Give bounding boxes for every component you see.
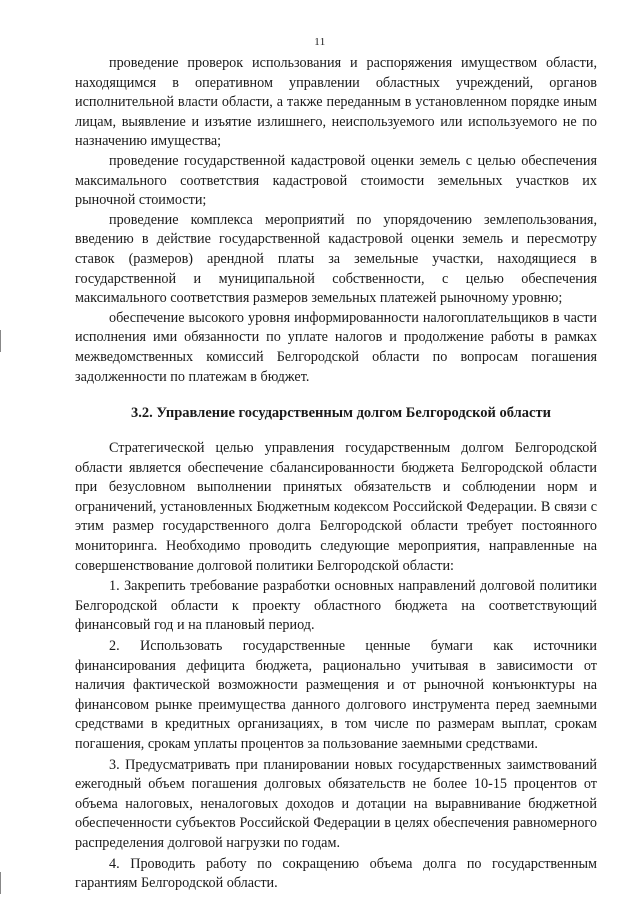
list-item-debt-policy: 1. Закрепить требование разработки основных направлений долговой политики Белгородской области к проекту областного бюджета на соответствующий финансовый год и на плановый период. bbox=[75, 578, 597, 634]
page-number: 11 bbox=[314, 36, 326, 48]
paragraph-land-use: проведение комплекса мероприятий по упорядочению землепользования, введению в действие государственной кадастровой оценки земель и пересмотру ставок (размеров) арендной платы за земельные участки, находящиеся в государственной и муниципальной собственности, с целью обеспечения максимального соответствия размеров земельных платежей рыночному уровню; bbox=[75, 211, 597, 307]
paragraph-debt-strategy: Стратегической целью управления государственным долгом Белгородской области является обеспечение сбалансированности бюджета Белгородской области при безусловном выполнении принятых обязательств и соблюдении норм и ограничений, установленных Бюджетным кодексом Российской Федерации. В связи с этим размер государственного долга Белгородской области требует постоянного мониторинга. Необходимо проводить следующие мероприятия, направленные на совершенствование долговой политики Белгородской области: bbox=[75, 440, 597, 574]
paragraph-taxpayer-awareness: обеспечение высокого уровня информированности налогоплательщиков в части исполнения ими обязанности по уплате налогов и продолжение работы в рамках межведомственных комиссий Белгородской области по вопросам погашения задолженности по платежам в бюджет. bbox=[75, 309, 597, 385]
list-item-repayment-limit: 3. Предусматривать при планировании новых государственных заимствований ежегодный объем погашения долговых обязательств не более 10-15 процентов от объема налоговых, неналоговых доходов и дотации на выравнивание бюджетной обеспеченности субъектов Российской Федерации в целях обеспечения равномерного распределения долговой нагрузки по годам. bbox=[75, 756, 597, 851]
section-heading: 3.2. Управление государственным долгом Белгородской области bbox=[131, 405, 551, 422]
paragraph-cadastral-valuation: проведение государственной кадастровой оценки земель с целью обеспечения максимального соответствия кадастровой стоимости земельных участков их рыночной стоимости; bbox=[75, 152, 597, 209]
paragraph-property-audit: проведение проверок использования и распоряжения имуществом области, находящимся в оперативном управлении областных учреждений, органов исполнительной власти области, а также переданным в установленном порядке иным лицам, выявление и изъятие излишнего, неиспользуемого или используемого не по назначению имущества; bbox=[75, 55, 597, 150]
document-body bbox=[75, 54, 597, 894]
scan-edge-mark bbox=[0, 330, 1, 352]
list-item-guarantees: 4. Проводить работу по сокращению объема долга по государственным гарантиям Белгородской области. bbox=[75, 855, 597, 892]
list-item-securities: 2. Использовать государственные ценные бумаги как источники финансирования дефицита бюджета, рационально учитывая в зависимости от наличия фактической возможности размещения и от рыночной конъюнктуры на финансовом рынке преимущества данного долгового инструмента перед заемными средствами в кредитных организациях, в том числе по размерам выплат, срокам погашения, срокам уплаты процентов за пользование заемными средствами. bbox=[75, 638, 597, 752]
scan-edge-mark bbox=[0, 872, 1, 894]
